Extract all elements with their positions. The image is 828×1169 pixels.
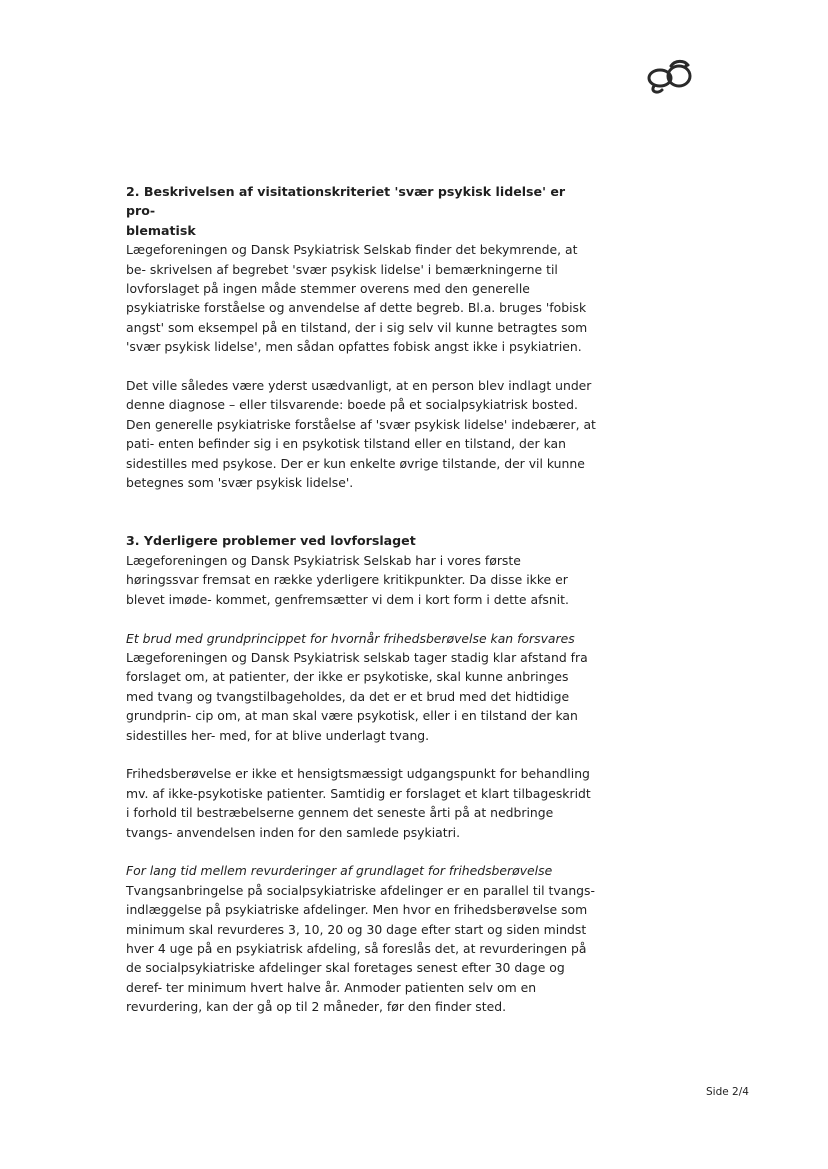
document-body	[126, 182, 596, 1017]
snake-staff-icon	[640, 56, 700, 96]
section-2	[126, 182, 596, 492]
section-2-heading-line-1: 2. Beskrivelsen af visitationskriteriet 'svær psykisk lidelse' er pro-	[126, 184, 566, 219]
section-3	[126, 531, 596, 1016]
section-3-subheading-1: Et brud med grundprincippet for hvornår frihedsberøvelse kan forsvares	[126, 630, 575, 646]
section-3-paragraph-3: Frihedsberøvelse er ikke et hensigtsmæssigt udgangspunkt for behandling mv. af ikke-psykotiske patienter. Samtidig er forslaget et klart tilbageskridt i forhold til bestræbelserne gennem det seneste årti på at nedbringe tvangs- anvendelsen inden for den samlede psykiatri.	[126, 766, 591, 840]
section-2-paragraph-2: Det ville således være yderst usædvanligt, at en person blev indlagt under denne diagnose – eller tilsvarende: boede på et socialpsykiatrisk bosted. Den generelle psykiatriske forståelse af 'svær psykisk lidelse' indebærer, at pati- enten befinder sig i en psykotisk tilstand eller en tilstand, der kan sidestilles med psykose. Der er kun enkelte øvrige tilstande, der vil kunne betegnes som 'svær psykisk lidelse'.	[126, 378, 596, 491]
section-3-paragraph-2: Lægeforeningen og Dansk Psykiatrisk selskab tager stadig klar afstand fra forslaget om, at patienter, der ikke er psykotiske, skal kunne anbringes med tvang og tvangstilbageholdes, da det er et brud med det hidtidige grundprin- cip om, at man skal være psykotisk, eller i en tilstand der kan sidestilles her- med, for at blive underlagt tvang.	[126, 649, 588, 743]
section-3-subheading-2: For lang tid mellem revurderinger af grundlaget for frihedsberøvelse	[126, 863, 553, 879]
snake-staff-logo	[640, 56, 700, 96]
section-3-heading: 3. Yderligere problemer ved lovforslaget	[126, 533, 416, 549]
section-3-paragraph-4: Tvangsanbringelse på socialpsykiatriske afdelinger er en parallel til tvangs- indlæggelse på psykiatriske afdelinger. Men hvor en frihedsberøvelse som minimum skal revurderes 3, 10, 20 og 30 dage efter start og siden mindst hver 4 uge på en psykiatrisk afdeling, så foreslås det, at revurderingen på de socialpsykiatriske afdelinger skal foretages senest efter 30 dage og deref- ter minimum hvert halve år. Anmoder patienten selv om en revurdering, kan der gå op til 2 måneder, før den finder sted.	[126, 882, 595, 1015]
section-3-paragraph-1: Lægeforeningen og Dansk Psykiatrisk Selskab har i vores første høringssvar fremsat en række yderligere kritikpunkter. Da disse ikke er blevet imøde- kommet, genfremsætter vi dem i kort form i dette afsnit.	[126, 552, 569, 607]
section-2-paragraph-1: Lægeforeningen og Dansk Psykiatrisk Selskab finder det bekymrende, at be- skrivelsen af begrebet 'svær psykisk lidelse' i bemærkningerne til lovforslaget på ingen måde stemmer overens med den generelle psykiatriske forståelse og anvendelse af dette begreb. Bl.a. bruges 'fobisk angst' som eksempel på en tilstand, der i sig selv vil kunne betragtes som 'svær psykisk lidelse', men sådan opfattes fobisk angst ikke i psykiatrien.	[126, 242, 588, 355]
section-2-heading-line-2: blematisk	[126, 222, 196, 238]
section-2-heading	[126, 182, 596, 240]
page-number: Side 2/4	[706, 1086, 749, 1098]
